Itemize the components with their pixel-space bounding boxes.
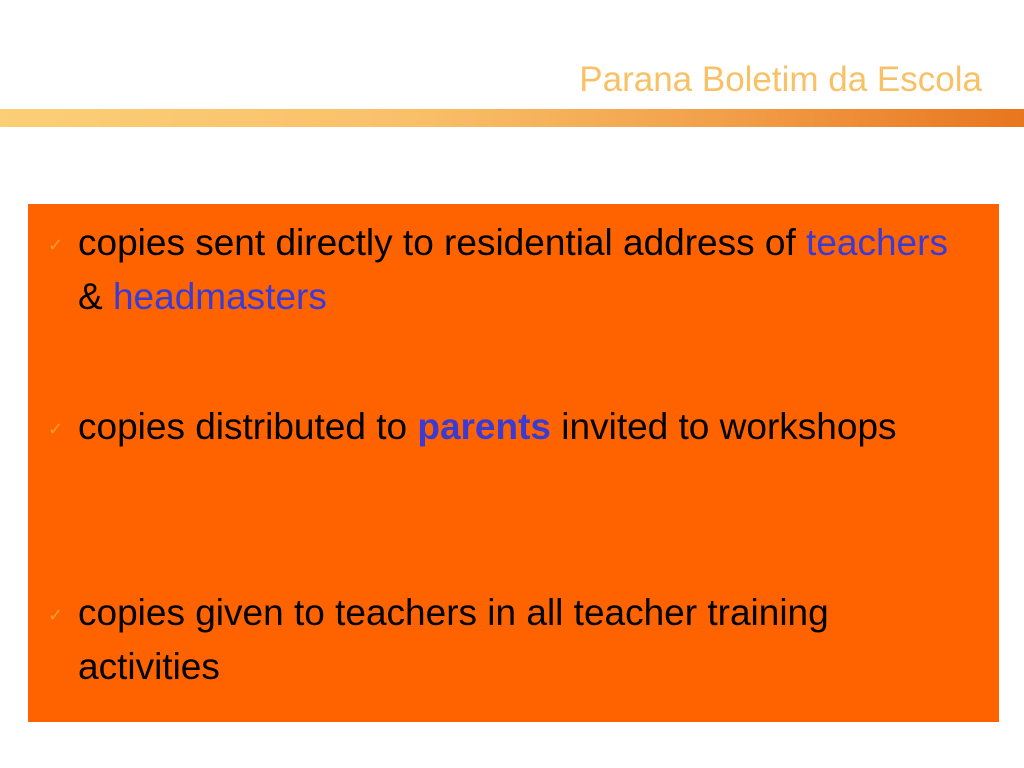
bullet-item-residential-copies xyxy=(48,216,978,324)
bullet-item-teacher-training-copies xyxy=(48,586,978,694)
check-icon: ✓ xyxy=(48,605,64,625)
header-gradient-bar xyxy=(0,109,1024,127)
bullet-text-connector: & xyxy=(78,276,113,317)
check-icon: ✓ xyxy=(48,235,64,255)
highlight-teachers: teachers xyxy=(806,222,948,263)
slide-title: Parana Boletim da Escola xyxy=(579,60,982,99)
highlight-headmasters: headmasters xyxy=(112,276,327,317)
bullet-text: copies sent directly to residential address of xyxy=(78,222,807,263)
bullet-text: copies given to teachers in all teacher training activities xyxy=(78,592,829,687)
highlight-parents: parents xyxy=(417,406,552,447)
bullet-item-parent-copies xyxy=(48,400,978,454)
bullet-text: copies distributed to xyxy=(78,406,418,447)
content-box xyxy=(28,204,999,722)
check-icon: ✓ xyxy=(48,419,64,439)
bullet-text-after: invited to workshops xyxy=(551,406,897,447)
